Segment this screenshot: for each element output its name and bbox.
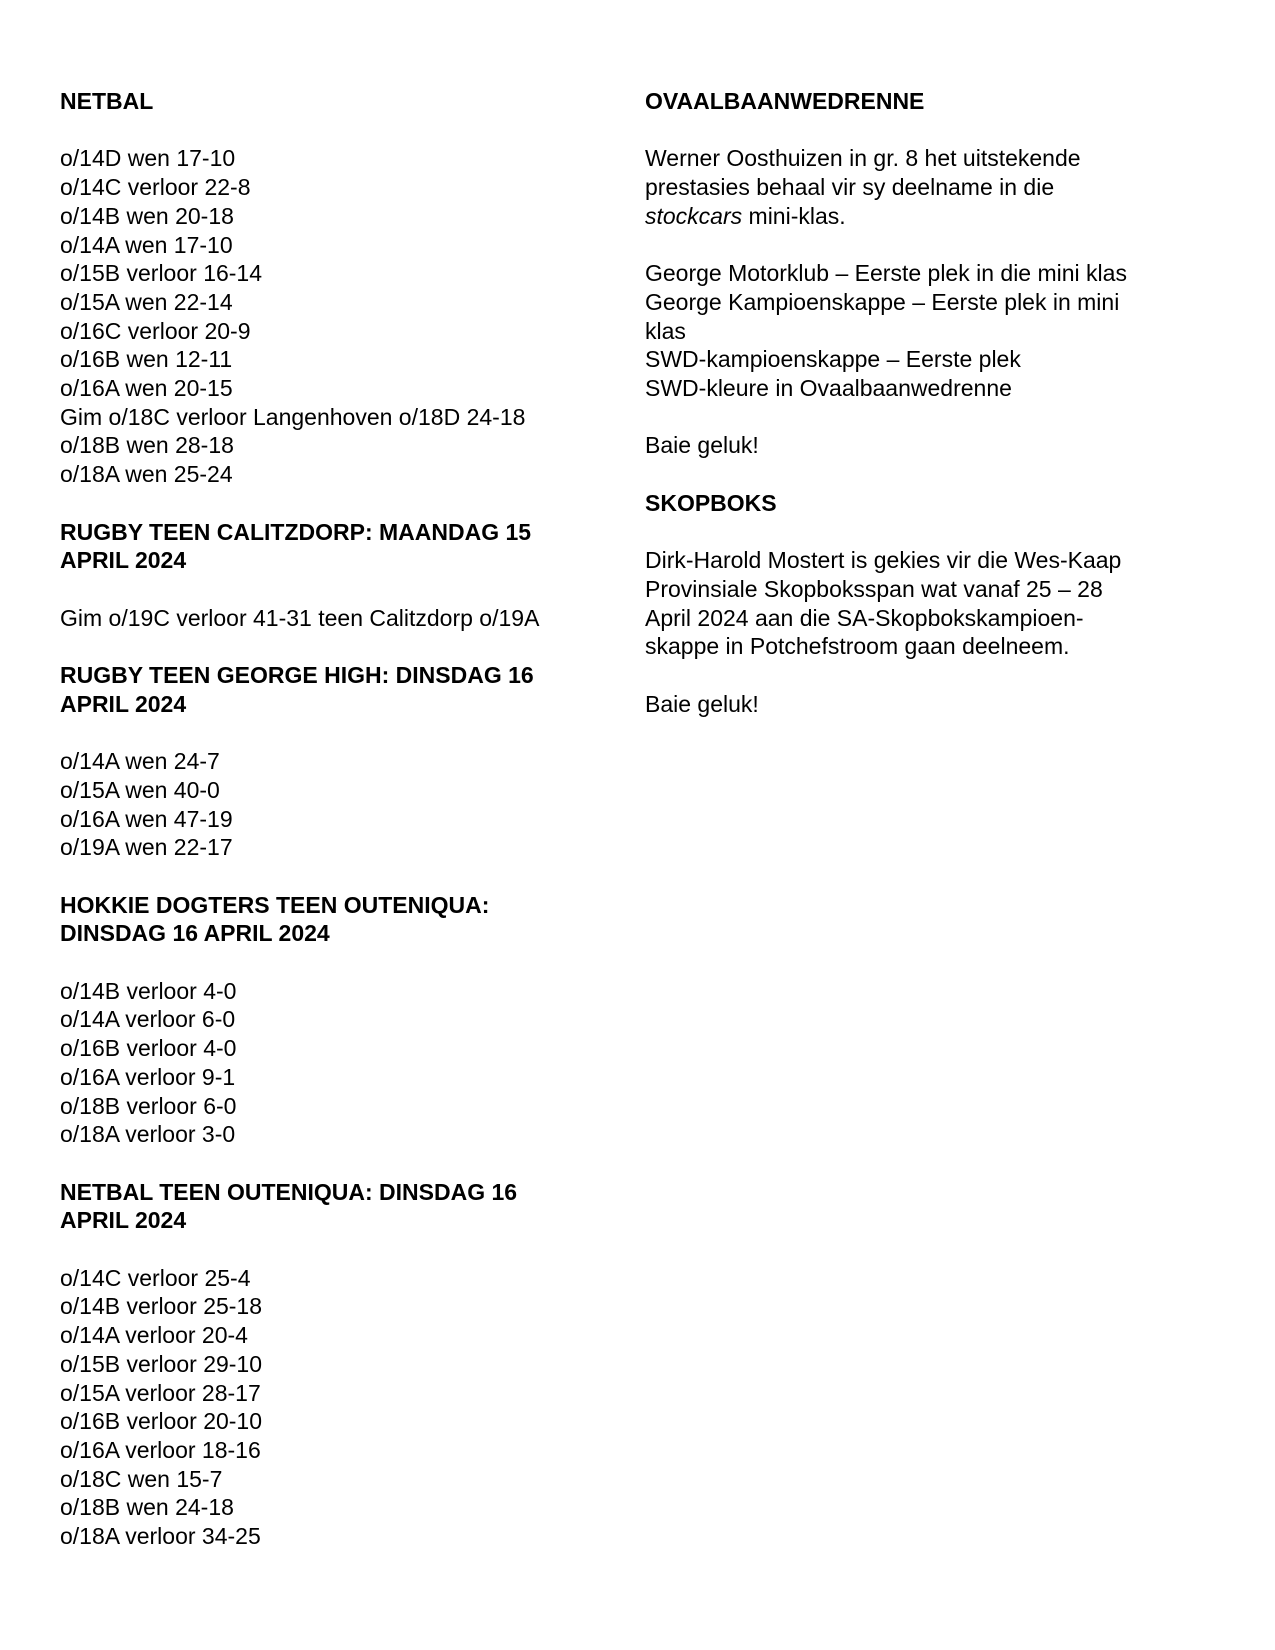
italic-term: stockcars: [645, 202, 743, 229]
list-item: o/18A verloor 34-25: [60, 1523, 261, 1550]
list-item: o/15B verloor 16-14: [60, 260, 263, 287]
section-heading-date: APRIL 2024: [60, 690, 187, 717]
list-item: o/16A verloor 9-1: [60, 1063, 236, 1090]
section-heading-date: APRIL 2024: [60, 547, 187, 574]
rugby-george-section: [60, 661, 630, 862]
list-item: Gim o/18C verloor Langenhoven o/18D 24-18: [60, 403, 526, 430]
list-item: o/18C wen 15-7: [60, 1465, 223, 1492]
list-item: o/15A wen 22-14: [60, 288, 233, 315]
section-heading-date: APRIL 2024: [60, 1207, 187, 1234]
intro-line: [645, 202, 1205, 231]
list-item: o/14D wen 17-10: [60, 145, 236, 172]
intro-line: Werner Oosthuizen in gr. 8 het uitstekende: [645, 145, 1081, 172]
closing-text: Baie geluk!: [645, 432, 759, 459]
list-item: o/18B verloor 6-0: [60, 1092, 237, 1119]
list-item: o/18B wen 24-18: [60, 1494, 234, 1521]
list-item: o/16A verloor 18-16: [60, 1436, 261, 1463]
left-column: [60, 87, 630, 1551]
results-list: [60, 144, 630, 488]
section-heading: NETBAL TEEN OUTENIQUA: DINSDAG 16: [60, 1178, 518, 1205]
list-item: o/16C verloor 20-9: [60, 317, 251, 344]
intro-line: prestasies behaal vir sy deelname in die: [645, 174, 1055, 201]
section-heading: HOKKIE DOGTERS TEEN OUTENIQUA:: [60, 891, 490, 918]
list-item: o/14C verloor 22-8: [60, 174, 251, 201]
section-heading: RUGBY TEEN CALITZDORP: MAANDAG 15: [60, 518, 532, 545]
list-item: skappe in Potchefstroom gaan deelneem.: [645, 633, 1070, 660]
results-list: [60, 747, 630, 862]
list-item: o/15B verloor 29-10: [60, 1350, 263, 1377]
list-item: o/15A verloor 28-17: [60, 1379, 261, 1406]
results-list: [60, 977, 630, 1149]
intro-line-rest: mini-klas.: [742, 202, 846, 229]
list-item: o/16B verloor 20-10: [60, 1408, 263, 1435]
list-item: April 2024 aan die SA-Skopbokskampioen-: [645, 604, 1084, 631]
list-item: o/14B verloor 4-0: [60, 977, 237, 1004]
ovaalbaan-section: [645, 87, 1205, 460]
list-item: o/14A verloor 20-4: [60, 1322, 248, 1349]
section-heading: RUGBY TEEN GEORGE HIGH: DINSDAG 16: [60, 662, 534, 688]
list-item: o/16B verloor 4-0: [60, 1035, 237, 1062]
list-item: o/14A wen 24-7: [60, 748, 220, 775]
section-heading: NETBAL: [60, 88, 154, 114]
list-item: o/15A wen 40-0: [60, 776, 220, 803]
list-item: o/16B wen 12-11: [60, 346, 233, 373]
list-item: o/14B wen 20-18: [60, 202, 234, 229]
section-heading: SKOPBOKS: [645, 489, 777, 516]
netbal-outeniqua-section: [60, 1178, 630, 1551]
list-item: o/14A wen 17-10: [60, 231, 233, 258]
list-item: SWD-kleure in Ovaalbaanwedrenne: [645, 375, 1012, 401]
results-list: [60, 1264, 630, 1551]
list-item: Dirk-Harold Mostert is gekies vir die Wes-Kaap: [645, 547, 1122, 574]
right-column: [645, 87, 1205, 718]
list-item: Gim o/19C verloor 41-31 teen Calitzdorp o/19A: [60, 604, 540, 631]
list-item: klas: [645, 317, 686, 344]
list-item: o/19A wen 22-17: [60, 834, 233, 861]
hokkie-section: [60, 891, 630, 1149]
list-item: George Kampioenskappe – Eerste plek in mini: [645, 288, 1120, 315]
skopboks-section: [645, 489, 1205, 719]
list-item: o/14B verloor 25-18: [60, 1293, 263, 1320]
list-item: George Motorklub – Eerste plek in die mini klas: [645, 260, 1127, 287]
list-item: o/18B wen 28-18: [60, 432, 234, 459]
list-item: o/18A verloor 3-0: [60, 1121, 236, 1148]
closing-text: Baie geluk!: [645, 690, 759, 717]
list-item: o/16A wen 47-19: [60, 805, 233, 832]
section-heading-date: DINSDAG 16 APRIL 2024: [60, 920, 330, 947]
rugby-calitzdorp-section: [60, 518, 630, 633]
results-list: [60, 604, 630, 633]
list-item: Provinsiale Skopboksspan wat vanaf 25 – 28: [645, 575, 1103, 602]
netbal-section: [60, 87, 630, 489]
list-item: o/14C verloor 25-4: [60, 1264, 251, 1291]
list-item: o/16A wen 20-15: [60, 375, 233, 402]
list-item: o/18A wen 25-24: [60, 461, 233, 488]
section-heading: OVAALBAANWEDRENNE: [645, 88, 925, 114]
achievements-list: [645, 259, 1205, 403]
list-item: SWD-kampioenskappe – Eerste plek: [645, 346, 1021, 373]
paragraph: [645, 546, 1205, 661]
list-item: o/14A verloor 6-0: [60, 1006, 236, 1033]
